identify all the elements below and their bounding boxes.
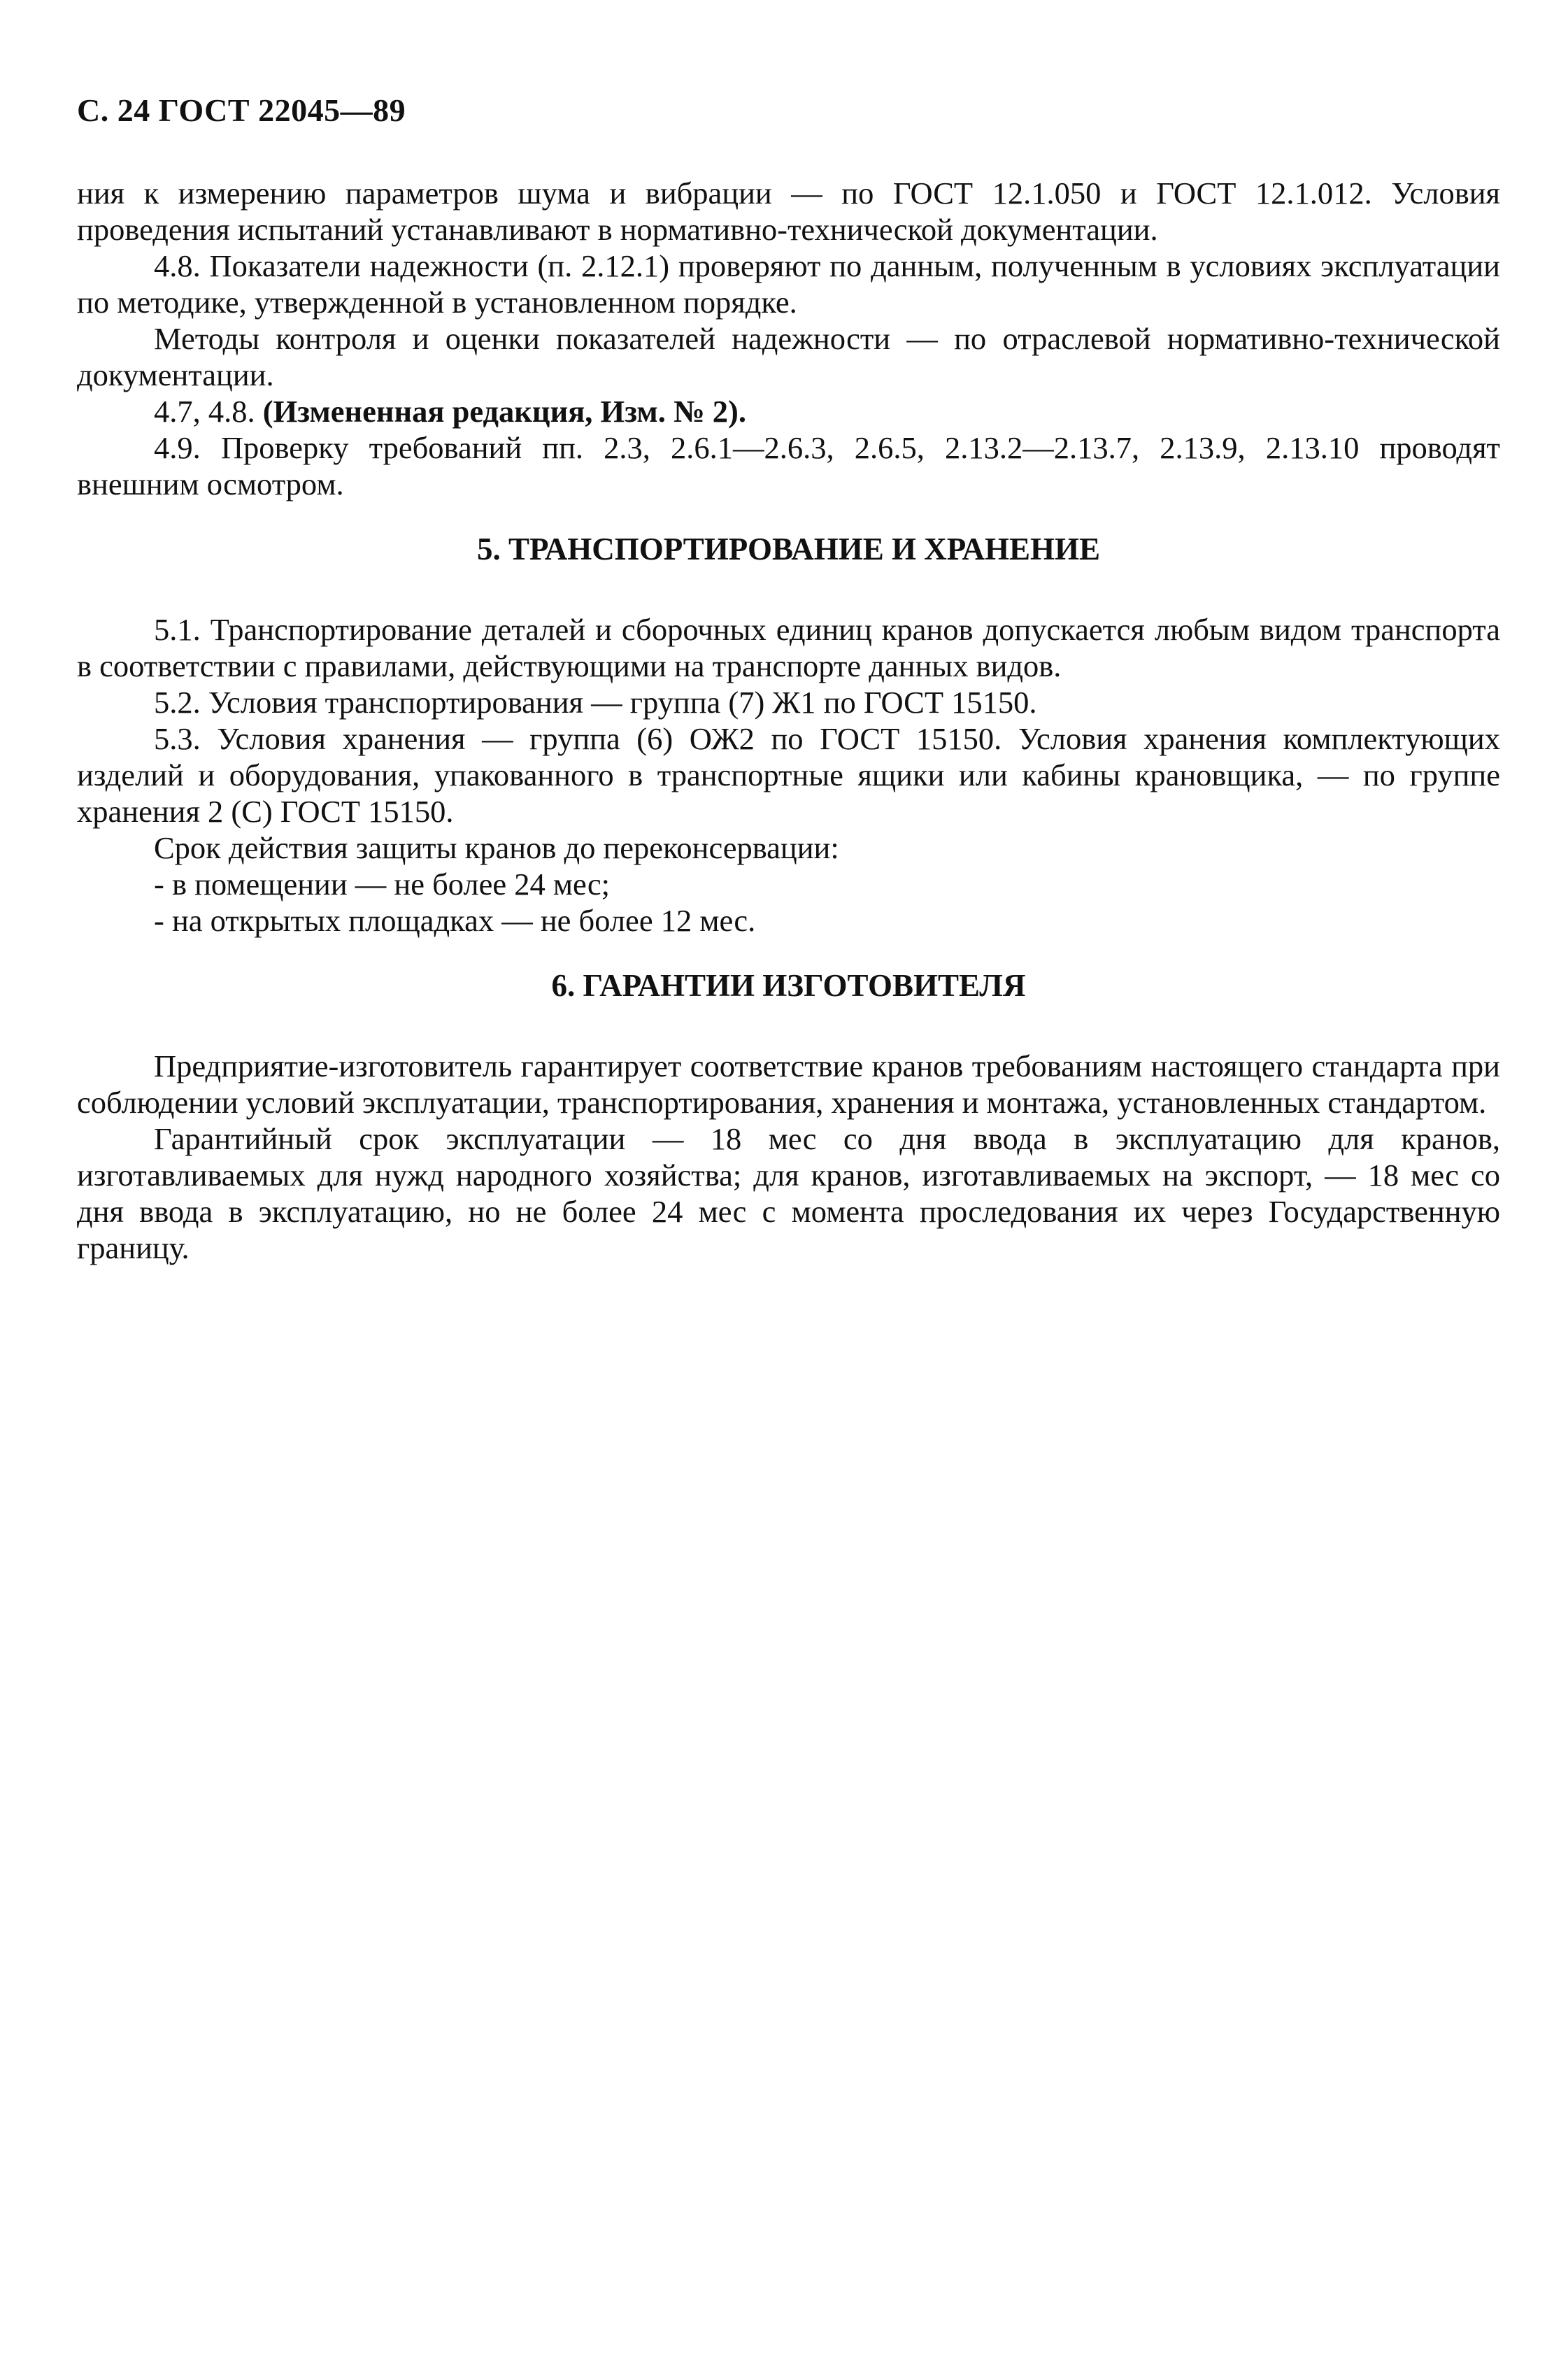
paragraph-5-2: 5.2. Условия транспортирования — группа (7) Ж1 по ГОСТ 15150. — [154, 685, 1037, 720]
paragraph-4-7-continued: ния к измерению параметров шума и вибрации — по ГОСТ 12.1.050 и ГОСТ 12.1.012. Условия проведения испытаний устанавливают в нормативно-технической документации. — [77, 176, 1500, 247]
amendment-note — [77, 393, 1500, 429]
page-header: С. 24 ГОСТ 22045—89 — [77, 92, 406, 128]
paragraph-5-1: 5.1. Транспортирование деталей и сборочных единиц кранов допускается любым видом транспорта в соответствии с правилами, действующими на транспорте данных видов. — [77, 612, 1500, 683]
paragraph-protection-period: Срок действия защиты кранов до переконсервации: — [154, 830, 839, 865]
section-6-heading: 6. ГАРАНТИИ ИЗГОТОВИТЕЛЯ — [551, 968, 1026, 1003]
paragraph-warranty-period: Гарантийный срок эксплуатации — 18 мес со дня ввода в эксплуатацию для кранов, изготавливаемых для нужд народного хозяйства; для кранов, изготавливаемых на экспорт, — 18 мес со дня ввода в эксплуатацию, но не более 24 мес с момента проследования их через Государственную границу. — [77, 1121, 1500, 1265]
amendment-note-prefix: 4.7, 4.8. — [154, 394, 263, 429]
list-item-outdoors: - на открытых площадках — не более 12 мес. — [154, 903, 756, 938]
paragraph-5-3: 5.3. Условия хранения — группа (6) ОЖ2 по ГОСТ 15150. Условия хранения комплектующих изделий и оборудования, упакованного в транспортные ящики или кабины крановщика, — по группе хранения 2 (С) ГОСТ 15150. — [77, 721, 1500, 829]
paragraph-4-9: 4.9. Проверку требований пп. 2.3, 2.6.1—2.6.3, 2.6.5, 2.13.2—2.13.7, 2.13.9, 2.13.10 проводят внешним осмотром. — [77, 430, 1500, 501]
document-page — [77, 91, 1500, 1266]
amendment-note-bold: (Измененная редакция, Изм. № 2). — [262, 394, 746, 429]
paragraph-reliability-methods: Методы контроля и оценки показателей надежности — по отраслевой нормативно-технической документации. — [77, 321, 1500, 392]
section-5-heading: 5. ТРАНСПОРТИРОВАНИЕ И ХРАНЕНИЕ — [477, 532, 1100, 567]
list-item-indoors: - в помещении — не более 24 мес; — [154, 867, 611, 902]
paragraph-4-8: 4.8. Показатели надежности (п. 2.12.1) проверяют по данным, полученным в условиях эксплуатации по методике, утвержденной в установленном порядке. — [77, 248, 1500, 320]
paragraph-warranty-compliance: Предприятие-изготовитель гарантирует соответствие кранов требованиям настоящего стандарта при соблюдении условий эксплуатации, транспортирования, хранения и монтажа, установленных стандартом. — [77, 1048, 1500, 1120]
